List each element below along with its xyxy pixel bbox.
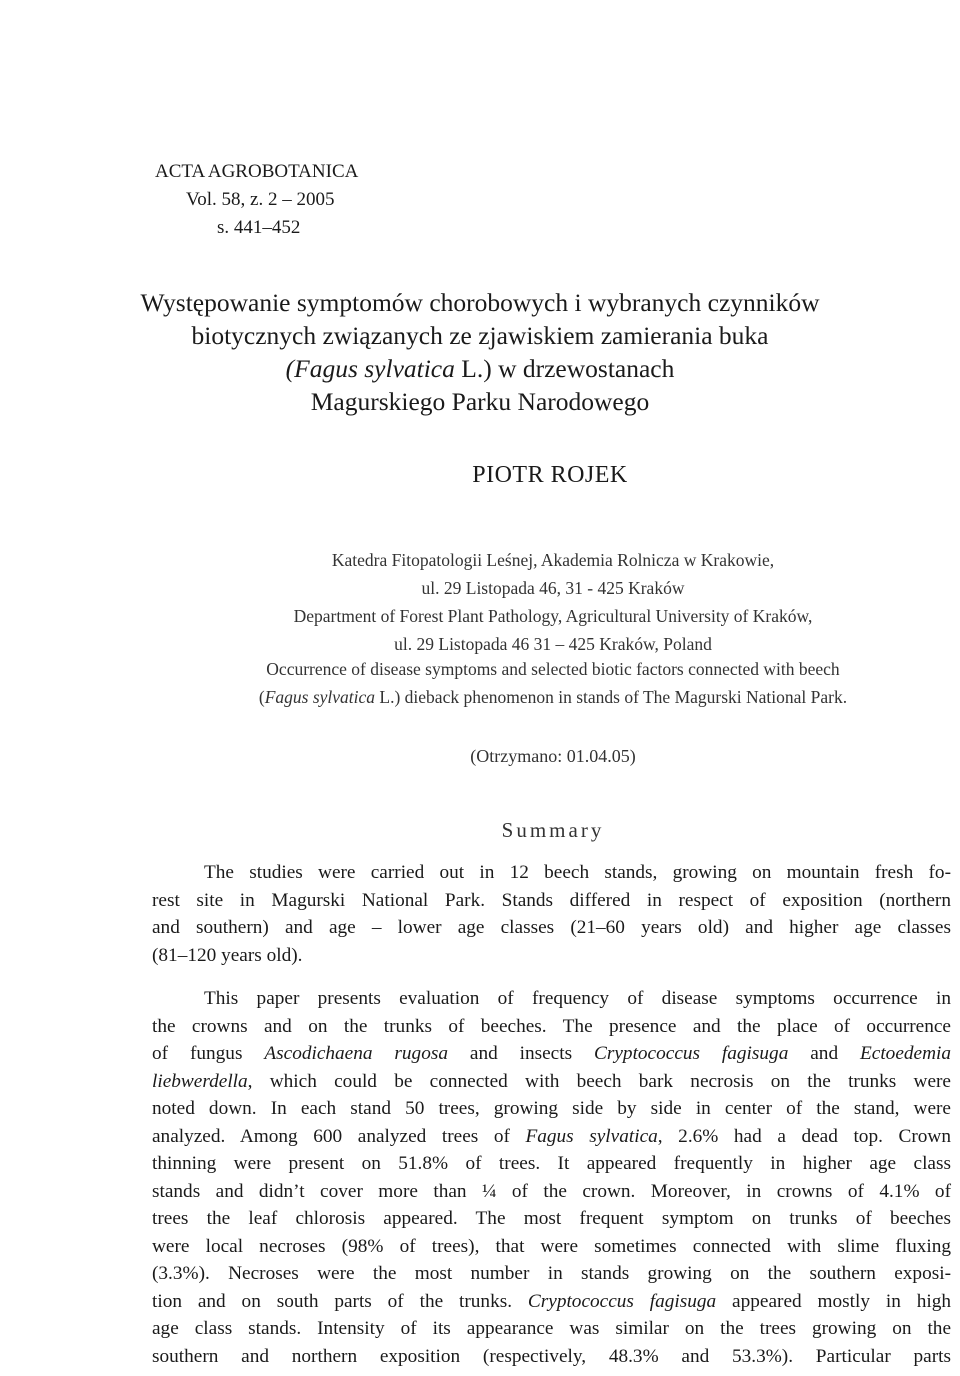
affiliation-pl-line-1: Katedra Fitopatologii Leśnej, Akademia Rolnicza w Krakowie, xyxy=(331,550,775,570)
p1-line-3: and southern) and age – lower age classes (21–60 years old) and higher age classes xyxy=(152,917,951,938)
p2-line-13: age class stands. Intensity of its appearance was similar on the trees growing on the xyxy=(152,1318,951,1339)
p2-line-2: the crowns and on the trunks of beeches. The presence and the place of occurrence xyxy=(152,1015,951,1037)
journal-volume: Vol. 58, z. 2 – 2005 xyxy=(186,189,335,210)
p2-l3-text-c: and insects xyxy=(447,1043,594,1064)
p2-l12-text-a: tion and on south parts of the trunks. xyxy=(152,1290,528,1312)
summary-paragraph-1 xyxy=(152,859,951,969)
p2-l3-species-genus: Ectoedemia xyxy=(859,1043,951,1064)
p2-l6-species: Fagus sylvatica xyxy=(525,1125,658,1147)
p2-l6-text-a: analyzed. Among 600 analyzed trees of xyxy=(152,1125,526,1147)
p2-line-10: were local necroses (98% of trees), that were sometimes connected with slime fluxing xyxy=(152,1235,951,1257)
english-title-species-italic: Fagus sylvatica xyxy=(264,687,376,707)
p2-line-3 xyxy=(152,1040,951,1068)
p2-line-4 xyxy=(152,1068,951,1096)
p2-l3-species-insect: Cryptococcus fagisuga xyxy=(594,1043,789,1064)
p2-line-14: southern and northern exposition (respectively, 48.3% and 53.3%). Particular parts xyxy=(152,1345,951,1367)
article-title xyxy=(0,286,960,418)
p2-l3-text-a: of fungus xyxy=(152,1043,265,1064)
title-line-4: Magurskiego Parku Narodowego xyxy=(310,387,650,416)
summary-paragraph-2 xyxy=(152,985,951,1370)
title-line-3-rest: L.) w drzewostanach xyxy=(454,354,675,383)
journal-header xyxy=(155,158,358,242)
title-line-1: Występowanie symptomów chorobowych i wybranych czynników xyxy=(140,288,820,317)
p1-line-4: (81–120 years old). xyxy=(152,944,303,966)
journal-name: ACTA AGROBOTANICA xyxy=(155,161,359,182)
p1-line-2: rest site in Magurski National Park. Stands differed in respect of exposition (northern xyxy=(152,889,951,911)
affiliation-en-line-1: Department of Forest Plant Pathology, Agricultural University of Kraków, xyxy=(293,606,813,626)
title-line-2: biotycznych związanych ze zjawiskiem zamierania buka xyxy=(191,321,769,350)
summary-heading: Summary xyxy=(501,818,605,842)
journal-pages: s. 441–452 xyxy=(217,217,301,238)
p1-line-1: The studies were carried out in 12 beech stands, growing on mountain fresh fo- xyxy=(204,862,951,883)
english-title xyxy=(0,655,960,711)
title-species-italic: (Fagus sylvatica xyxy=(285,354,455,383)
p2-l4-species-epithet: liebwerdella xyxy=(152,1070,248,1092)
english-title-line-2-rest: L.) dieback phenomenon in stands of The Magurski National Park. xyxy=(375,687,848,707)
p2-line-9: trees the leaf chlorosis appeared. The most frequent symptom on trunks of beeches xyxy=(152,1208,951,1229)
p2-line-6 xyxy=(152,1123,951,1151)
p2-line-11: (3.3%). Necroses were the most number in stands growing on the southern exposi- xyxy=(152,1263,951,1284)
p2-l12-text-c: appeared mostly in high xyxy=(716,1290,951,1312)
p2-line-5: noted down. In each stand 50 trees, growing side by side in center of the stand, were xyxy=(152,1098,951,1119)
p2-l4-text: , which could be connected with beech bark necrosis on the trunks were xyxy=(247,1070,951,1092)
p2-l6-text-c: , 2.6% had a dead top. Crown xyxy=(657,1125,951,1147)
p2-line-12 xyxy=(152,1288,951,1316)
english-title-line-1: Occurrence of disease symptoms and selected biotic factors connected with beech xyxy=(266,659,840,679)
affiliation-pl-line-2: ul. 29 Listopada 46, 31 - 425 Kraków xyxy=(421,578,685,598)
p2-line-8: stands and didn’t cover more than ¼ of the crown. Moreover, in crowns of 4.1% of xyxy=(152,1180,951,1202)
p2-l12-species: Cryptococcus fagisuga xyxy=(527,1290,717,1312)
author-name: PIOTR ROJEK xyxy=(472,462,628,488)
p2-l3-text-e: and xyxy=(788,1043,860,1064)
p2-line-1: This paper presents evaluation of frequency of disease symptoms occurrence in xyxy=(204,988,951,1009)
english-title-line-2 xyxy=(0,683,960,711)
title-line-3 xyxy=(0,352,960,385)
affiliation-block xyxy=(0,546,960,658)
affiliation-en-line-2: ul. 29 Listopada 46 31 – 425 Kraków, Poland xyxy=(394,634,712,654)
p2-line-7: thinning were present on 51.8% of trees. It appeared frequently in higher age class xyxy=(152,1153,951,1174)
p2-l3-species-fungus: Ascodichaena rugosa xyxy=(264,1043,448,1064)
english-title-paren: ( xyxy=(258,687,265,707)
received-date: (Otrzymano: 01.04.05) xyxy=(470,746,636,766)
